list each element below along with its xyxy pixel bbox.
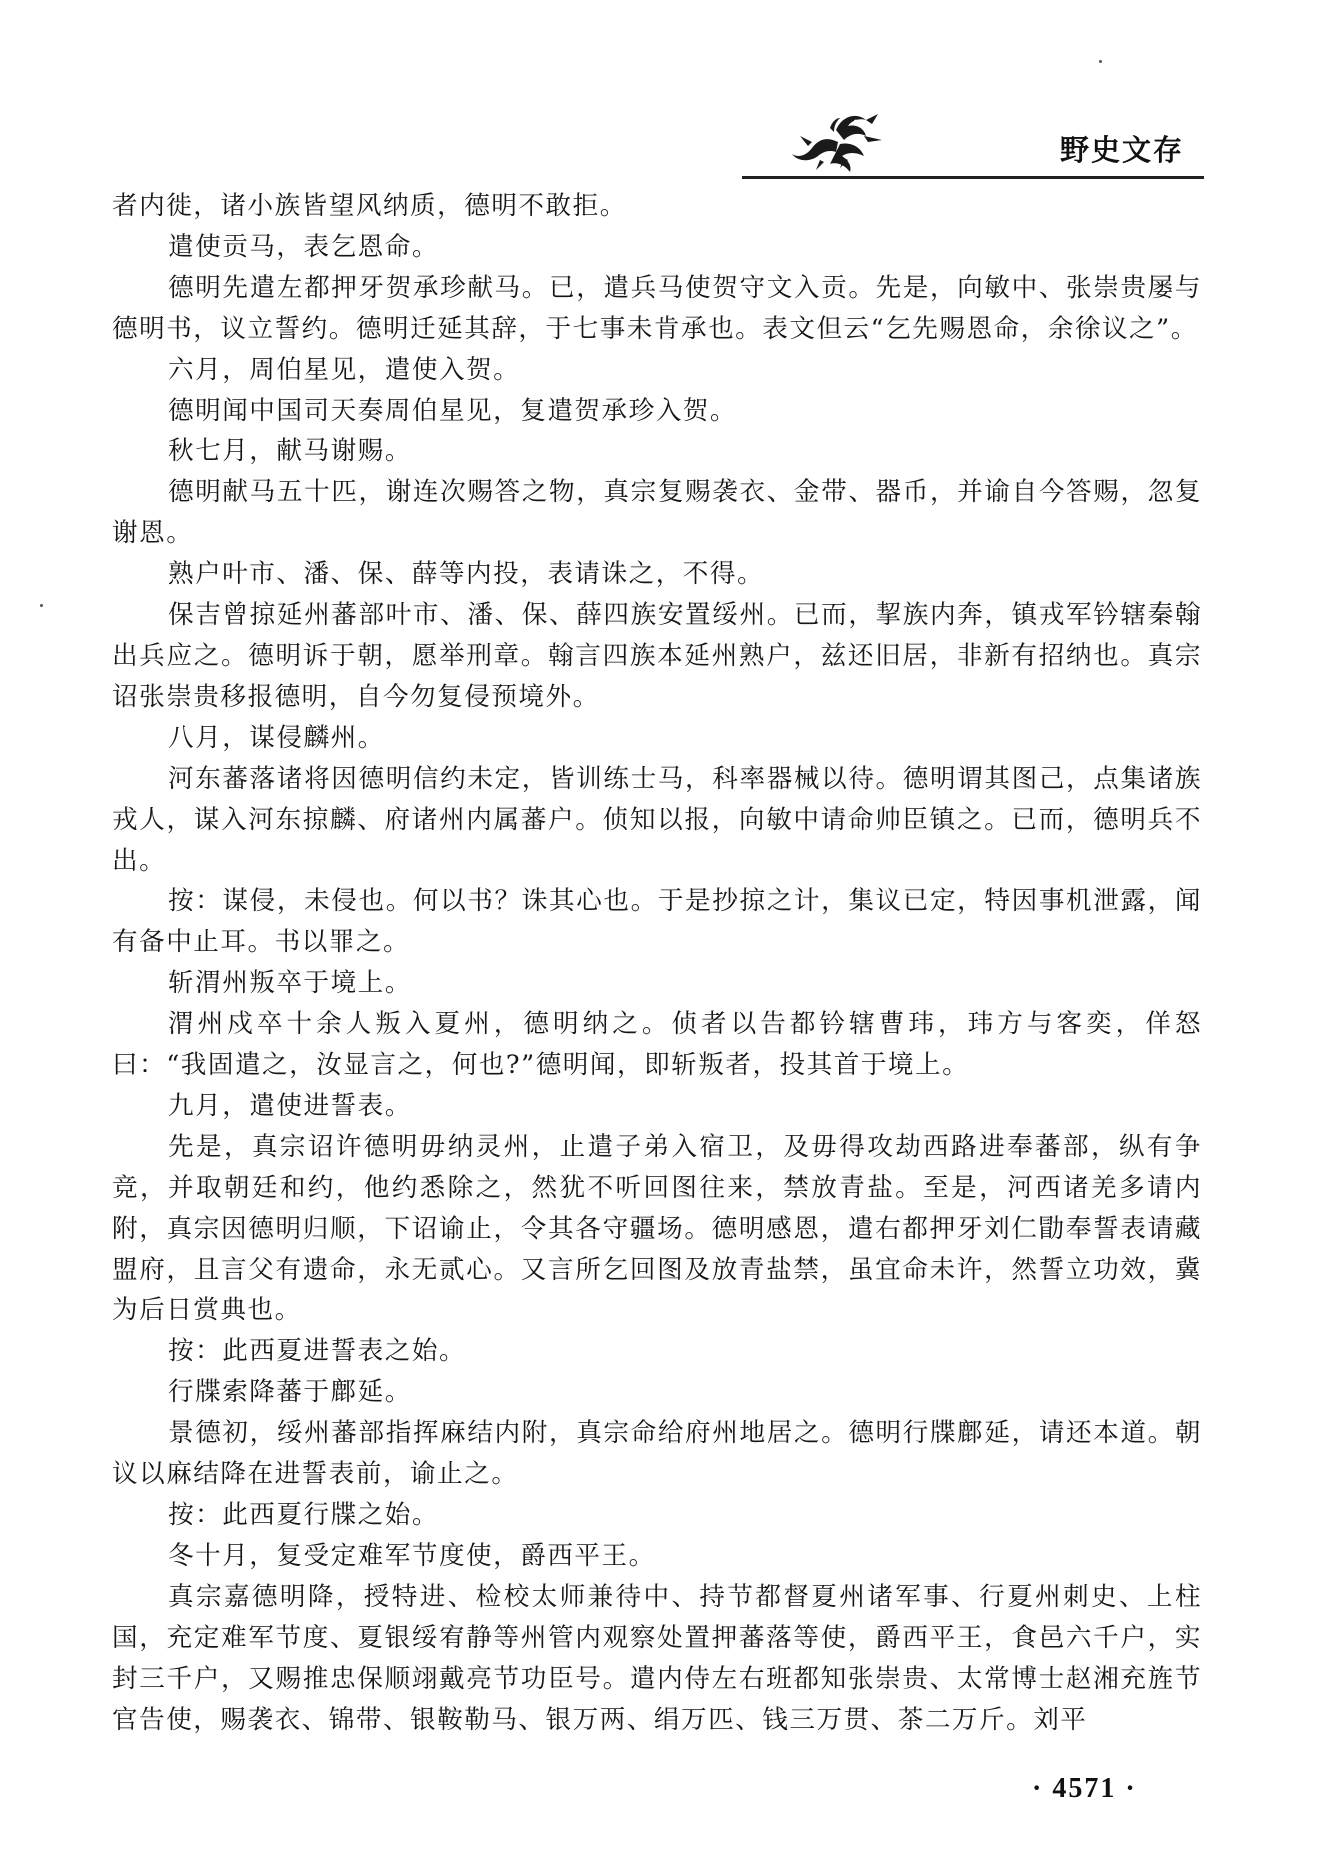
paragraph: 冬十月，复受定难军节度使，爵西平王。 (168, 1540, 656, 1571)
paragraph: 按：此西夏行牒之始。 (168, 1500, 439, 1530)
paragraph: 熟户叶市、潘、保、薛等内投，表请诛之，不得。 (168, 559, 765, 590)
paragraph: 按：谋侵，未侵也。何以书？诛其心也。于是抄掠之计，集议已定，特因事机泄露，闻有备中止耳。书以罪之。 (112, 886, 1202, 958)
paragraph: 遣使贡马，表乞恩命。 (168, 231, 439, 262)
scan-speck (40, 604, 43, 607)
paragraph: 真宗嘉德明降，授特进、检校太师兼待中、持节都督夏州诸军事、行夏州刺史、上柱国，充定难军节度、夏银绥宥静等州管内观察处置押蕃落等使，爵西平王，食邑六千户，实封三千户，又赐推忠保顺翊戴亮节功臣号。遣内侍左右班都知张崇贵、太常博士赵湘充旌节官告使，赐袭衣、锦带、银鞍勒马、银万两、绢万匹、钱三万贯、茶二万斤。刘平 (112, 1581, 1202, 1735)
paragraph: 秋七月，献马谢赐。 (168, 436, 412, 467)
paragraph: 按：此西夏进誓表之始。 (168, 1336, 467, 1367)
scan-speck (1099, 60, 1102, 63)
paragraph: 斩渭州叛卒于境上。 (168, 968, 412, 999)
body-text (112, 186, 1202, 1740)
dragon-icon (786, 106, 888, 176)
paragraph: 九月，遣使进誓表。 (168, 1090, 412, 1121)
paragraph: 行牒索降蕃于鄜延。 (168, 1377, 412, 1408)
paragraph: 德明先遣左都押牙贺承珍献马。已，遣兵马使贺守文入贡。先是，向敏中、张崇贵屡与德明书，议立誓约。德明迁延其辞，于七事未肯承也。表文但云“乞先赐恩命，余徐议之”。 (112, 272, 1202, 344)
page-number: · 4571 · (1032, 1773, 1137, 1804)
paragraph: 德明献马五十匹，谢连次赐答之物，真宗复赐袭衣、金带、器币，并谕自今答赐，忽复谢恩。 (112, 477, 1202, 549)
paragraph: 渭州戍卒十余人叛入夏州，德明纳之。侦者以告都钤辖曹玮，玮方与客奕，佯怒曰：“我固遣之，汝显言之，何也?”德明闻，即斩叛者，投其首于境上。 (112, 1009, 1202, 1081)
paragraph: 德明闻中国司天奏周伯星见，复遣贺承珍入贺。 (168, 395, 737, 426)
paragraph: 八月，谋侵麟州。 (168, 722, 385, 753)
running-header-title: 野史文存 (1060, 133, 1185, 167)
paragraph: 六月，周伯星见，遣使入贺。 (168, 354, 521, 385)
paragraph: 河东蕃落诸将因德明信约未定，皆训练士马，科率器械以待。德明谓其图己，点集诸族戎人，谋入河东掠麟、府诸州内属蕃户。侦知以报，向敏中请命帅臣镇之。已而，德明兵不出。 (112, 763, 1202, 876)
paragraph: 者内徙，诸小族皆望风纳质，德明不敢拒。 (112, 191, 627, 221)
header-rule (742, 176, 1204, 179)
paragraph: 保吉曾掠延州蕃部叶市、潘、保、薛四族安置绥州。已而，挈族内奔，镇戎军钤辖秦翰出兵应之。德明诉于朝，愿举刑章。翰言四族本延州熟户，兹还旧居，非新有招纳也。真宗诏张崇贵移报德明，自今勿复侵预境外。 (112, 600, 1202, 712)
paragraph: 景德初，绥州蕃部指挥麻结内附，真宗命给府州地居之。德明行牒鄜延，请还本道。朝议以麻结降在进誓表前，谕止之。 (112, 1418, 1202, 1490)
paragraph: 先是，真宗诏许德明毋纳灵州，止遣子弟入宿卫，及毋得攻劫西路进奉蕃部，纵有争竞，并取朝廷和约，他约悉除之，然犹不听回图往来，禁放青盐。至是，河西诸羌多请内附，真宗因德明归顺，下诏谕止，令其各守疆场。德明感恩，遣右都押牙刘仁勖奉誓表请藏盟府，且言父有遗命，永无贰心。又言所乞回图及放青盐禁，虽宜命未许，然誓立功效，冀为后日赏典也。 (112, 1131, 1202, 1326)
